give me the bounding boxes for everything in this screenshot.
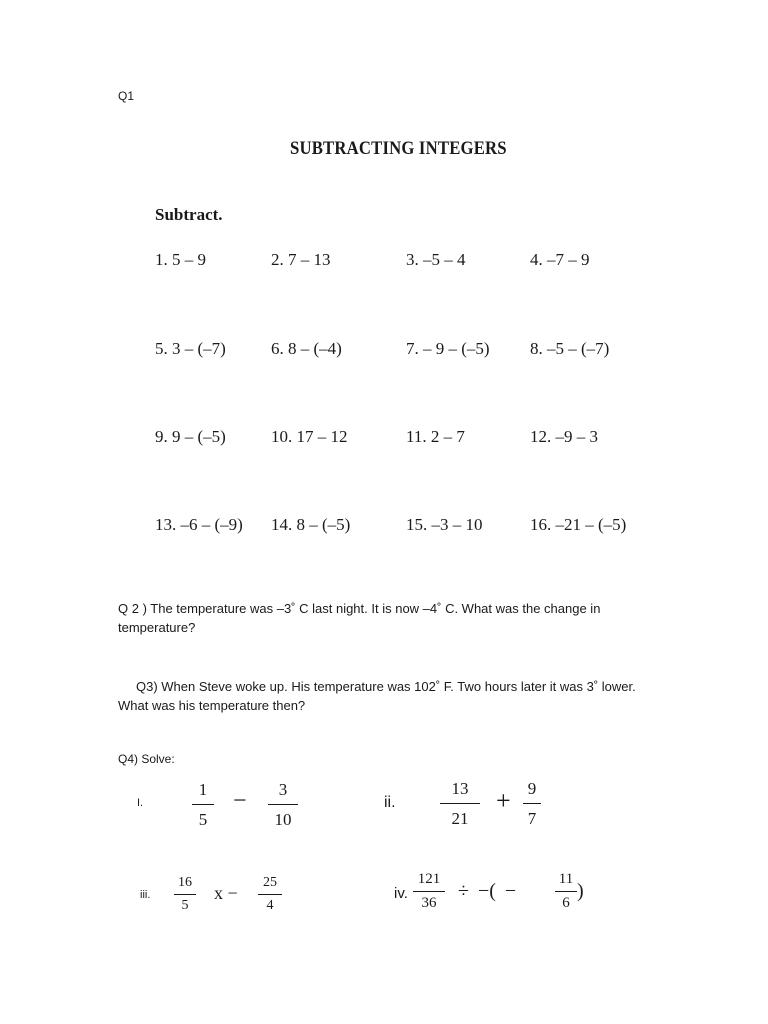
q2-text: Q 2 ) The temperature was –3˚ C last night. It is now –4˚ C. What was the change in temperature? (118, 601, 601, 635)
q3-text: Q3) When Steve woke up. His temperature was 102˚ F. Two hours later it was 3˚ lower. What was his temperature then? (118, 679, 636, 713)
q4-item-ii-label: ii. (384, 794, 396, 811)
denominator: 5 (181, 898, 189, 913)
problem-2: 2. 7 – 13 (271, 250, 331, 269)
problem-7: 7. – 9 – (–5) (406, 339, 490, 358)
problem-14: 14. 8 – (–5) (271, 515, 351, 534)
problem-12: 12. –9 – 3 (530, 427, 598, 446)
q4-iii-operator: x − (214, 883, 238, 903)
fraction-bar (555, 891, 577, 892)
numerator: 13 (451, 779, 469, 798)
q4-iv-close-paren: ) (577, 880, 584, 902)
q4-iii-fraction-b (258, 876, 282, 913)
problem-15: 15. –3 – 10 (406, 515, 483, 534)
q4-iv-fraction-a (413, 872, 445, 911)
q4-item-i-label: I. (137, 797, 144, 809)
q4-iii-fraction-a (174, 876, 196, 913)
fraction-bar (523, 803, 541, 804)
problem-5: 5. 3 – (–7) (155, 339, 226, 358)
problem-4: 4. –7 – 9 (530, 250, 590, 269)
fraction-bar (440, 803, 480, 804)
numerator: 9 (527, 779, 537, 798)
fraction-bar (413, 891, 445, 892)
denominator: 7 (527, 809, 537, 828)
q4-i-operator: − (233, 788, 247, 814)
numerator: 3 (278, 780, 288, 799)
problem-13: 13. –6 – (–9) (155, 515, 243, 534)
q4-ii-fraction-b (523, 780, 541, 827)
q4-ii-fraction-a (440, 780, 480, 827)
numerator: 1 (198, 780, 208, 799)
numerator: 25 (263, 875, 277, 890)
denominator: 21 (451, 809, 469, 828)
fraction-bar (192, 804, 214, 805)
problem-11: 11. 2 – 7 (406, 427, 465, 446)
problem-3: 3. –5 – 4 (406, 250, 466, 269)
problem-1: 1. 5 – 9 (155, 250, 206, 269)
q4-i-fraction-a (192, 781, 214, 828)
denominator: 10 (274, 810, 292, 829)
q4-label: Q4) Solve: (118, 752, 175, 766)
problem-16: 16. –21 – (–5) (530, 515, 627, 534)
fraction-bar (174, 894, 196, 895)
worksheet-title: SUBTRACTING INTEGERS (290, 138, 507, 159)
problem-10: 10. 17 – 12 (271, 427, 348, 446)
denominator: 5 (198, 810, 208, 829)
problem-8: 8. –5 – (–7) (530, 339, 610, 358)
problem-9: 9. 9 – (–5) (155, 427, 226, 446)
numerator: 11 (558, 871, 574, 887)
denominator: 6 (562, 895, 570, 911)
problem-6: 6. 8 – (–4) (271, 339, 342, 358)
fraction-bar (268, 804, 298, 805)
subtract-instruction: Subtract. (155, 205, 223, 224)
q4-item-iv-label: iv. (394, 885, 408, 902)
q4-iv-operator: ÷ −( − (458, 880, 517, 902)
fraction-bar (258, 894, 282, 895)
q4-iv-fraction-b (555, 872, 577, 911)
q1-label: Q1 (118, 89, 135, 103)
q4-i-fraction-b (268, 781, 298, 828)
numerator: 16 (178, 875, 192, 890)
q4-item-iii-label: iii. (140, 889, 151, 901)
denominator: 4 (266, 898, 274, 913)
q4-ii-operator: + (496, 786, 511, 815)
denominator: 36 (421, 895, 437, 911)
numerator: 121 (417, 871, 441, 887)
